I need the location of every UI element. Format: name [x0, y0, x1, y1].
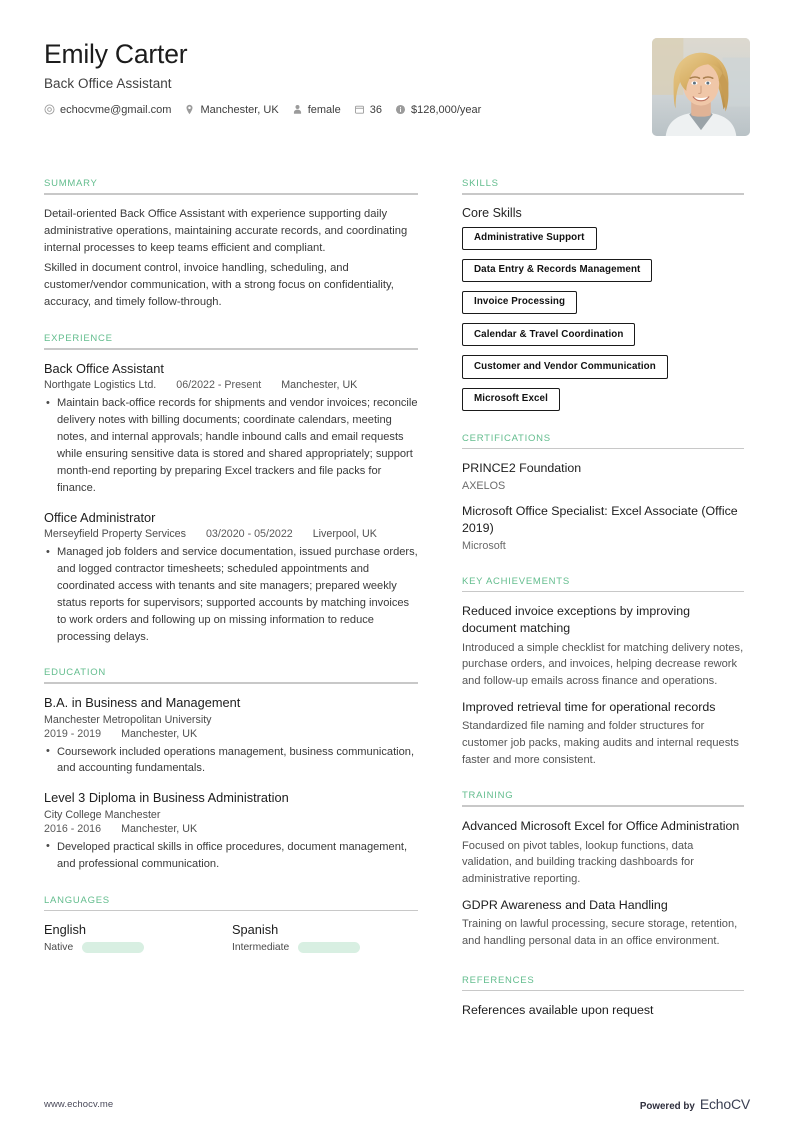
left-column	[44, 178, 418, 1025]
experience-dates: 03/2020 - 05/2022	[205, 528, 293, 541]
experience-bullets	[44, 544, 418, 645]
brand-logo: EchoCV	[699, 1096, 750, 1112]
training-name: Advanced Microsoft Excel for Office Administration	[462, 818, 740, 833]
bullet-item: • Maintain back-office records for shipments and vendor invoices; reconcile delivery notes with billing documents; coordinate calendars, meeting notes, and internal approvals; handle inbound calls and email requests while ensuring sensitive data is stored and shared appropriately; support month-end reporting by preparing Excel trackers and file packs for finance.	[44, 395, 418, 496]
resume-body	[44, 178, 750, 1025]
education-location: Manchester, UK	[121, 727, 198, 740]
section-languages	[44, 895, 418, 953]
contact-age	[354, 104, 382, 116]
section-divider	[462, 193, 744, 195]
education-bullets	[44, 744, 418, 778]
education-school: Manchester Metropolitan University	[44, 713, 212, 726]
section-title-languages: LANGUAGES	[44, 894, 110, 906]
education-school-row	[44, 714, 418, 726]
achievement-description: Standardized file naming and folder structures for customer job packs, making audits and internal requests faster and more consistent.	[462, 720, 739, 766]
section-title-key-achievements: KEY ACHIEVEMENTS	[462, 575, 570, 587]
achievement-item	[462, 603, 744, 689]
experience-dates: 06/2022 - Present	[176, 379, 262, 392]
section-divider	[462, 990, 744, 992]
portrait-photo-graphic	[652, 38, 750, 136]
certification-item	[462, 503, 744, 554]
right-column	[462, 178, 744, 1025]
experience-role: Office Administrator	[44, 509, 156, 525]
language-level: Native	[44, 941, 74, 953]
language-proficiency-bar	[82, 942, 144, 953]
calendar-icon	[354, 104, 365, 115]
job-title: Back Office Assistant	[44, 75, 172, 91]
language-name: English	[44, 922, 86, 938]
education-entry	[44, 695, 418, 777]
language-item	[44, 922, 232, 953]
contact-age-value: 36	[369, 103, 382, 116]
training-item	[462, 818, 744, 888]
gender-icon	[292, 104, 303, 115]
contact-salary-value: $128,000/year	[410, 103, 482, 116]
footer-branding	[640, 1096, 750, 1112]
bullet-item: • Developed practical skills in office procedures, document management, and professional communication.	[44, 839, 418, 873]
training-item	[462, 897, 744, 950]
experience-location: Manchester, UK	[281, 379, 358, 392]
education-school: City College Manchester	[44, 808, 161, 821]
experience-location: Liverpool, UK	[312, 528, 377, 541]
achievement-item	[462, 699, 744, 769]
languages-grid	[44, 922, 418, 953]
achievement-name: Reduced invoice exceptions by improving document matching	[462, 604, 690, 636]
training-name: GDPR Awareness and Data Handling	[462, 897, 668, 912]
experience-org: Merseyfield Property Services	[44, 528, 186, 541]
education-school-row	[44, 809, 418, 821]
experience-bullets	[44, 395, 418, 496]
experience-meta	[44, 528, 418, 540]
section-skills	[462, 178, 744, 411]
section-references	[462, 975, 744, 1020]
section-divider	[44, 910, 418, 912]
education-entry	[44, 790, 418, 872]
language-level-row	[232, 942, 420, 953]
education-degree: Level 3 Diploma in Business Administration	[44, 790, 289, 806]
section-title-certifications: CERTIFICATIONS	[462, 432, 551, 444]
skill-tag: Invoice Processing	[462, 291, 577, 314]
section-divider	[44, 682, 418, 684]
section-divider	[44, 193, 418, 195]
references-text: References available upon request	[462, 1003, 654, 1018]
experience-entry	[44, 510, 418, 646]
section-title-references: REFERENCES	[462, 974, 535, 986]
language-item	[232, 922, 420, 953]
footer-url[interactable]: www.echocv.me	[44, 1098, 114, 1110]
contact-email-value: echocvme@gmail.com	[60, 103, 172, 116]
section-summary	[44, 178, 418, 311]
language-level-row	[44, 942, 232, 953]
language-proficiency-bar	[298, 942, 360, 953]
achievement-name: Improved retrieval time for operational records	[462, 699, 716, 714]
training-description: Focused on pivot tables, lookup functions, data validation, and building tracking dashboards for administrative reporting.	[462, 839, 694, 885]
page-title: Emily Carter	[44, 39, 188, 69]
experience-meta	[44, 379, 418, 391]
salary-icon	[395, 104, 406, 115]
section-experience	[44, 333, 418, 645]
certification-item	[462, 460, 744, 494]
resume-header	[44, 38, 750, 158]
skill-tag: Microsoft Excel	[462, 388, 560, 411]
skill-tag: Customer and Vendor Communication	[462, 355, 668, 378]
education-degree: B.A. in Business and Management	[44, 694, 241, 710]
skill-tag: Calendar & Travel Coordination	[462, 323, 635, 346]
section-title-training: TRAINING	[462, 790, 514, 802]
section-title-experience: EXPERIENCE	[44, 333, 113, 345]
education-bullets	[44, 839, 418, 873]
certification-name: Microsoft Office Specialist: Excel Associate (Office 2019)	[462, 504, 738, 535]
contact-location-value: Manchester, UK	[200, 103, 279, 116]
contact-salary	[395, 104, 481, 116]
experience-entry	[44, 361, 418, 497]
education-meta	[44, 823, 418, 835]
education-dates: 2016 - 2016	[44, 822, 102, 835]
education-meta	[44, 728, 418, 740]
powered-by-label: Powered by	[639, 1101, 695, 1112]
section-divider	[44, 348, 418, 350]
certification-name: PRINCE2 Foundation	[462, 461, 582, 476]
section-divider	[462, 805, 744, 807]
training-description: Training on lawful processing, secure storage, retention, and handling personal data in an office environment.	[462, 918, 738, 947]
bullet-item: • Managed job folders and service documentation, issued purchase orders, and logged contractor timesheets; scheduled appointments and coordinated access with tenants and site managers; prepared weekly status reports for supervisors; supported accounts by matching invoices to work orders and following up on missing information to reduce processing delays.	[44, 544, 418, 645]
contact-gender-value: female	[307, 103, 341, 116]
skills-group-label: Core Skills	[462, 205, 522, 220]
certification-issuer: AXELOS	[462, 480, 506, 493]
section-education	[44, 667, 418, 872]
header-identity	[44, 38, 481, 116]
email-icon	[44, 104, 55, 115]
skill-tag: Data Entry & Records Management	[462, 259, 652, 282]
section-certifications	[462, 433, 744, 554]
page-footer	[44, 1091, 750, 1117]
section-key-achievements	[462, 576, 744, 769]
contact-location	[184, 104, 278, 116]
language-name: Spanish	[232, 922, 279, 938]
certification-issuer: Microsoft	[462, 539, 506, 552]
summary-paragraph: Detail-oriented Back Office Assistant with experience supporting daily administrative operations, maintaining accurate records, and coordinating internal processes to keep teams efficient and compliant.	[44, 207, 408, 254]
section-title-education: EDUCATION	[44, 667, 106, 679]
achievement-description: Introduced a simple checklist for matching delivery notes, purchase orders, and invoices, helping decrease rework and follow-up emails across finance and operations.	[462, 641, 744, 688]
contact-email	[44, 104, 171, 116]
location-icon	[184, 104, 195, 115]
section-title-skills: SKILLS	[462, 178, 499, 189]
section-title-summary: SUMMARY	[44, 178, 98, 189]
education-location: Manchester, UK	[121, 822, 198, 835]
section-divider	[462, 591, 744, 593]
skill-tag-list	[462, 227, 744, 411]
language-level: Intermediate	[232, 941, 290, 953]
education-dates: 2019 - 2019	[44, 727, 102, 740]
summary-paragraph: Skilled in document control, invoice handling, scheduling, and customer/vendor communication, with a strong focus on confidentiality, accuracy, and timely follow-through.	[44, 261, 394, 309]
experience-role: Back Office Assistant	[44, 360, 164, 376]
avatar	[652, 38, 750, 136]
section-divider	[462, 448, 744, 450]
experience-org: Northgate Logistics Ltd.	[44, 379, 157, 392]
contact-gender	[292, 104, 341, 116]
bullet-item: • Coursework included operations management, business communication, and accounting fundamentals.	[44, 744, 418, 778]
section-training	[462, 790, 744, 949]
skill-tag: Administrative Support	[462, 227, 597, 250]
contact-row	[44, 104, 481, 116]
